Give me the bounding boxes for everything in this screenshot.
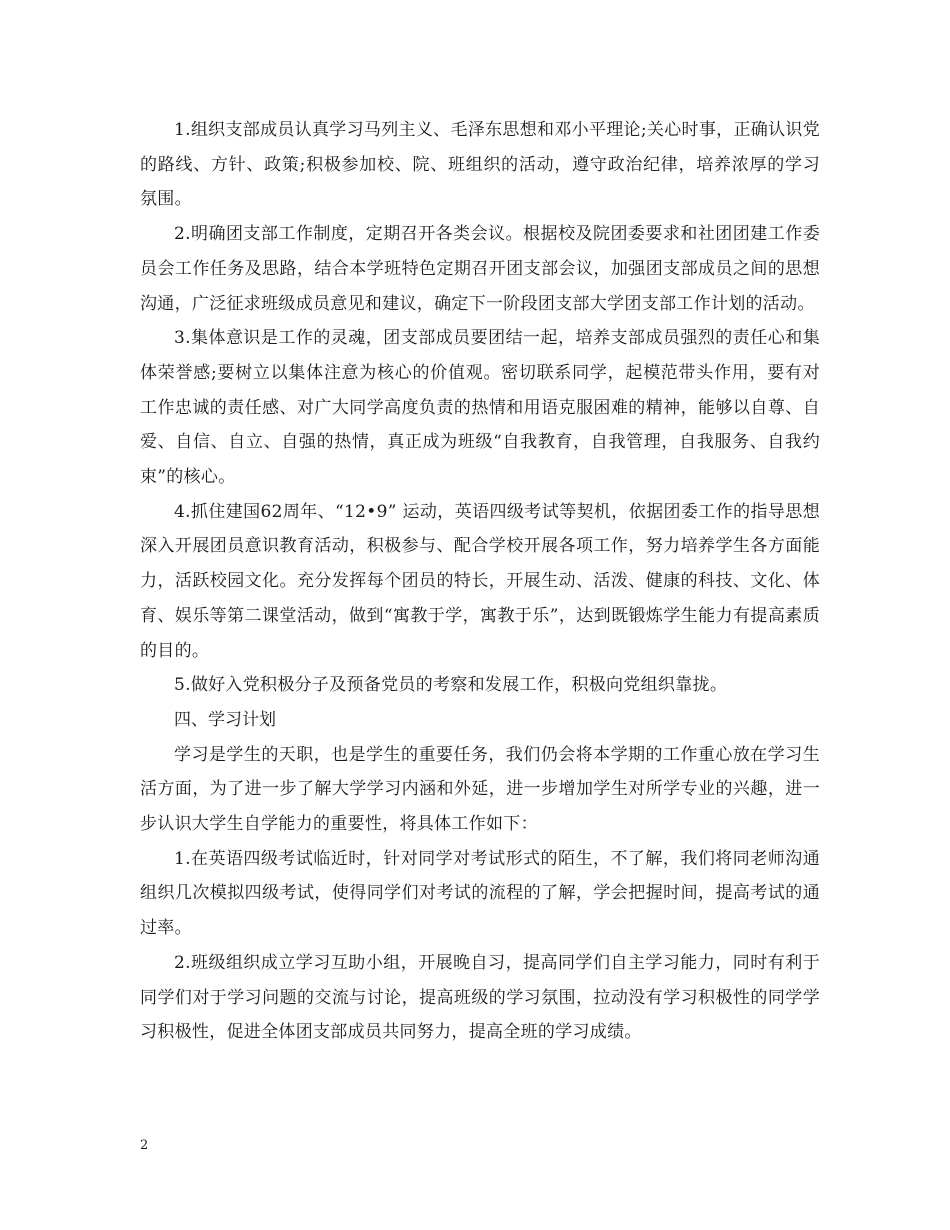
- page-body: [140, 113, 820, 1050]
- study-plan-item-2: 2.班级组织成立学习互助小组，开展晚自习，提高同学们自主学习能力，同时有利于同学们对于学习问题的交流与讨论，提高班级的学习氛围，拉动没有学习积极性的同学学习积极性，促进全体团支部成员共同努力，提高全班的学习成绩。: [140, 952, 820, 1043]
- paragraph-item-3: 3.集体意识是工作的灵魂，团支部成员要团结一起，培养支部成员强烈的责任心和集体荣誉感;要树立以集体注意为核心的价值观。密切联系同学，起模范带头作用，要有对工作忠诚的责任感、对广大同学高度负责的热情和用语克服困难的精神，能够以自尊、自爱、自信、自立、自强的热情，真正成为班级“自我教育，自我管理，自我服务、自我约束”的核心。: [140, 328, 820, 488]
- section-intro: 学习是学生的天职，也是学生的重要任务，我们仍会将本学期的工作重心放在学习生活方面，为了进一步了解大学学习内涵和外延，进一步增加学生对所学专业的兴趣，进一步认识大学生自学能力的重要性，将具体工作如下：: [140, 744, 820, 835]
- paragraph-item-4: 4.抓住建国62周年、“12•9” 运动，英语四级考试等契机，依据团委工作的指导思想深入开展团员意识教育活动，积极参与、配合学校开展各项工作，努力培养学生各方面能力，活跃校园文化。充分发挥每个团员的特长，开展生动、活泼、健康的科技、文化、体育、娱乐等第二课堂活动，做到“寓教于学，寓教于乐”，达到既锻炼学生能力有提高素质的目的。: [140, 501, 820, 661]
- paragraph-item-1: 1.组织支部成员认真学习马列主义、毛泽东思想和邓小平理论;关心时事，正确认识党的路线、方针、政策;积极参加校、院、班组织的活动，遵守政治纪律，培养浓厚的学习氛围。: [140, 120, 820, 210]
- paragraph-item-5: 5.做好入党积极分子及预备党员的考察和发展工作，积极向党组织靠拢。: [174, 675, 728, 696]
- study-plan-item-1: 1.在英语四级考试临近时，针对同学对考试形式的陌生，不了解，我们将同老师沟通组织几次模拟四级考试，使得同学们对考试的流程的了解，学会把握时间，提高考试的通过率。: [140, 848, 820, 939]
- section-heading: 四、学习计划: [174, 709, 276, 730]
- paragraph-item-2: 2.明确团支部工作制度，定期召开各类会议。根据校及院团委要求和社团团建工作委员会工作任务及思路，结合本学班特色定期召开团支部会议，加强团支部成员之间的思想沟通，广泛征求班级成员意见和建议，确定下一阶段团支部大学团支部工作计划的活动。: [140, 224, 820, 314]
- page-number: 2: [140, 1138, 149, 1153]
